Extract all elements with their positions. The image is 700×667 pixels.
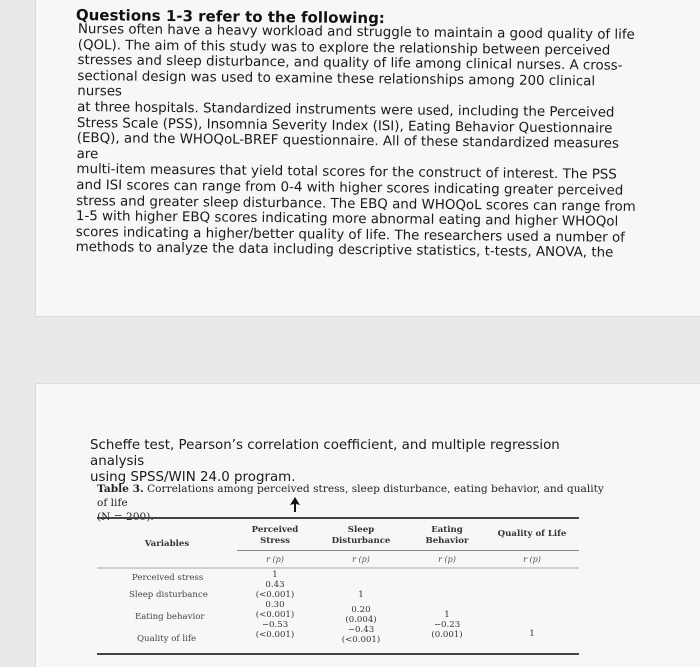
body-line: stresses and sleep disturbance, and quality of life among clinical nurses. A cross- xyxy=(77,53,623,74)
body-line: stress and greater sleep disturbance. The EBQ and WHOQoL scores can range from xyxy=(76,193,636,215)
cell-sd: 1 xyxy=(358,590,364,600)
body-line: (QOL). The aim of this study was to explore the relationship between perceived xyxy=(77,37,611,59)
table-top-rule xyxy=(97,517,579,519)
sub-r-p: r (p) xyxy=(523,555,541,564)
cell-eb: 1 −0.23 (0.001) xyxy=(431,610,463,640)
header-sleep-disturbance: Sleep Disturbance xyxy=(331,525,391,546)
table-bottom-rule xyxy=(97,653,579,655)
body-line: Stress Scale (PSS), Insomnia Severity Index (ISI), Eating Behavior Questionnaire xyxy=(76,115,613,137)
sub-r-p: r (p) xyxy=(352,555,370,564)
body-line: Nurses often have a heavy workload and struggle to maintain a good quality of life xyxy=(77,22,635,43)
mouse-cursor-icon xyxy=(289,497,301,513)
correlation-table xyxy=(97,517,579,657)
question-body xyxy=(76,22,644,262)
question-title: Questions 1-3 refer to the following: xyxy=(75,6,385,28)
row-label-quality-of-life: Quality of life xyxy=(137,634,197,644)
header-eating-behavior: Eating Behavior xyxy=(425,525,469,546)
continuation-text xyxy=(90,438,610,485)
body-line: 1-5 with higher EBQ scores indicating more abnormal eating and higher WHOQol xyxy=(75,209,619,230)
body-line: using SPSS/WIN 24.0 program. xyxy=(90,469,296,485)
body-line: multi-item measures that yield total scores for the construct of interest. The PSS xyxy=(76,162,617,183)
body-line: scores indicating a higher/better quality of life. The researchers used a number of xyxy=(75,224,625,246)
cell-ps: 1 0.43 (<0.001) 0.30 (<0.001) −0.53 (<0.001) xyxy=(255,570,295,640)
body-line: at three hospitals. Standardized instruments were used, including the Perceived xyxy=(77,99,615,121)
row-label-perceived-stress: Perceived stress xyxy=(132,573,204,583)
row-label-sleep-disturbance: Sleep disturbance xyxy=(129,590,208,600)
header-mid-rule xyxy=(237,550,579,551)
header-bottom-rule xyxy=(97,567,579,569)
body-line: and ISI scores can range from 0-4 with higher scores indicating greater perceived xyxy=(76,177,624,199)
cell-sd-values: 0.20 (0.004) −0.43 (<0.001) xyxy=(341,605,381,645)
body-line: methods to analyze the data including descriptive statistics, t-tests, ANOVA, the xyxy=(75,240,614,261)
body-line: (EBQ), and the WHOQoL-BREF questionnaire. All of these standardized measures are xyxy=(76,131,619,162)
header-quality-of-life: Quality of Life xyxy=(497,529,567,539)
table-label: Table 3. xyxy=(97,483,144,495)
sub-r-p: r (p) xyxy=(266,555,284,564)
sub-r-p: r (p) xyxy=(438,555,456,564)
header-variables: Variables xyxy=(144,539,190,549)
body-line: Scheffe test, Pearson’s correlation coefficient, and multiple regression analysis xyxy=(90,438,560,469)
cell-ql: 1 xyxy=(529,629,535,639)
header-perceived-stress: Perceived Stress xyxy=(251,525,299,546)
row-label-eating-behavior: Eating behavior xyxy=(135,612,205,622)
table-caption-text: Correlations among perceived stress, sleep disturbance, eating behavior, and quality of life xyxy=(97,483,604,509)
body-line: sectional design was used to examine these relationships among 200 clinical nurses xyxy=(77,68,596,100)
